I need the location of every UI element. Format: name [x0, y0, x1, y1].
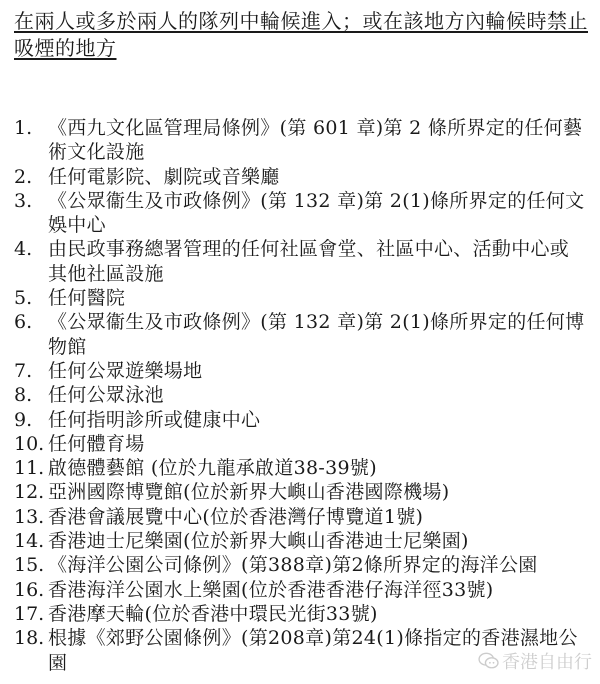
item-text: 《公眾衞生及市政條例》(第 132 章)第 2(1)條所界定的任何博物館	[48, 311, 585, 358]
item-text: 根據《郊野公園條例》(第208章)第24(1)條指定的香港濕地公園	[48, 627, 578, 674]
list-item	[0, 310, 600, 359]
item-number: 5.	[14, 287, 33, 310]
item-number: 8.	[14, 384, 33, 407]
item-text: 《西九文化區管理局條例》(第 601 章)第 2 條所界定的任何藝術文化設施	[48, 117, 583, 164]
item-text: 亞洲國際博覽館(位於新界大嶼山香港國際機場)	[48, 481, 450, 504]
item-text: 香港摩天輪(位於香港中環民光街33號)	[48, 602, 378, 625]
list-item	[0, 529, 600, 553]
smoking-ban-list	[0, 116, 600, 675]
item-number: 1.	[14, 117, 33, 139]
item-text: 任何醫院	[48, 287, 126, 310]
item-number: 2.	[14, 165, 33, 188]
item-number: 17.	[14, 602, 45, 625]
item-number: 9.	[14, 408, 33, 431]
item-text: 《公眾衞生及市政條例》(第 132 章)第 2(1)條所界定的任何文娛中心	[48, 189, 585, 237]
item-number: 10.	[14, 432, 45, 455]
item-number: 6.	[14, 311, 33, 334]
item-text: 任何公眾泳池	[48, 384, 164, 407]
item-text: 任何公眾遊樂場地	[48, 359, 203, 382]
item-text: 任何體育場	[48, 432, 145, 455]
item-number: 7.	[14, 359, 33, 382]
item-number: 15.	[14, 554, 45, 577]
item-text: 香港海洋公園水上樂園(位於香港香港仔海洋徑33號)	[48, 578, 494, 601]
list-item	[0, 116, 600, 165]
list-item	[0, 286, 600, 310]
list-item	[0, 165, 600, 189]
item-number: 14.	[14, 530, 45, 553]
item-number: 4.	[14, 238, 33, 261]
list-item	[0, 480, 600, 504]
item-text: 由民政事務總署管理的任何社區會堂、社區中心、活動中心或其他社區設施	[48, 238, 570, 285]
list-item	[0, 359, 600, 383]
item-text: 香港迪士尼樂園(位於新界大嶼山香港迪士尼樂園)	[48, 530, 469, 553]
list-item	[0, 456, 600, 480]
item-number: 18.	[14, 627, 45, 650]
list-item	[0, 408, 600, 432]
wechat-icon	[478, 652, 500, 670]
item-text: 啟德體藝館 (位於九龍承啟道38-39號)	[48, 457, 377, 480]
list-item	[0, 189, 600, 238]
item-number: 3.	[14, 189, 33, 212]
list-item	[0, 237, 600, 286]
list-item	[0, 432, 600, 456]
item-text: 任何指明診所或健康中心	[48, 408, 261, 431]
item-text: 《海洋公園公司條例》(第388章)第2條所界定的海洋公園	[48, 554, 538, 577]
item-number: 11.	[14, 457, 45, 480]
item-number: 16.	[14, 578, 45, 601]
watermark	[478, 648, 592, 674]
list-item	[0, 578, 600, 602]
list-item	[0, 553, 600, 577]
item-number: 12.	[14, 481, 45, 504]
item-text: 任何電影院、劇院或音樂廳	[48, 165, 280, 188]
document-title: 在兩人或多於兩人的隊列中輪候進入；或在該地方內輪候時禁止吸煙的地方	[14, 9, 588, 60]
item-number: 13.	[14, 505, 45, 528]
list-item	[0, 505, 600, 529]
list-item	[0, 383, 600, 407]
item-text: 香港會議展覽中心(位於香港灣仔博覽道1號)	[48, 505, 424, 528]
list-item	[0, 602, 600, 626]
watermark-text: 香港自由行	[502, 652, 592, 673]
